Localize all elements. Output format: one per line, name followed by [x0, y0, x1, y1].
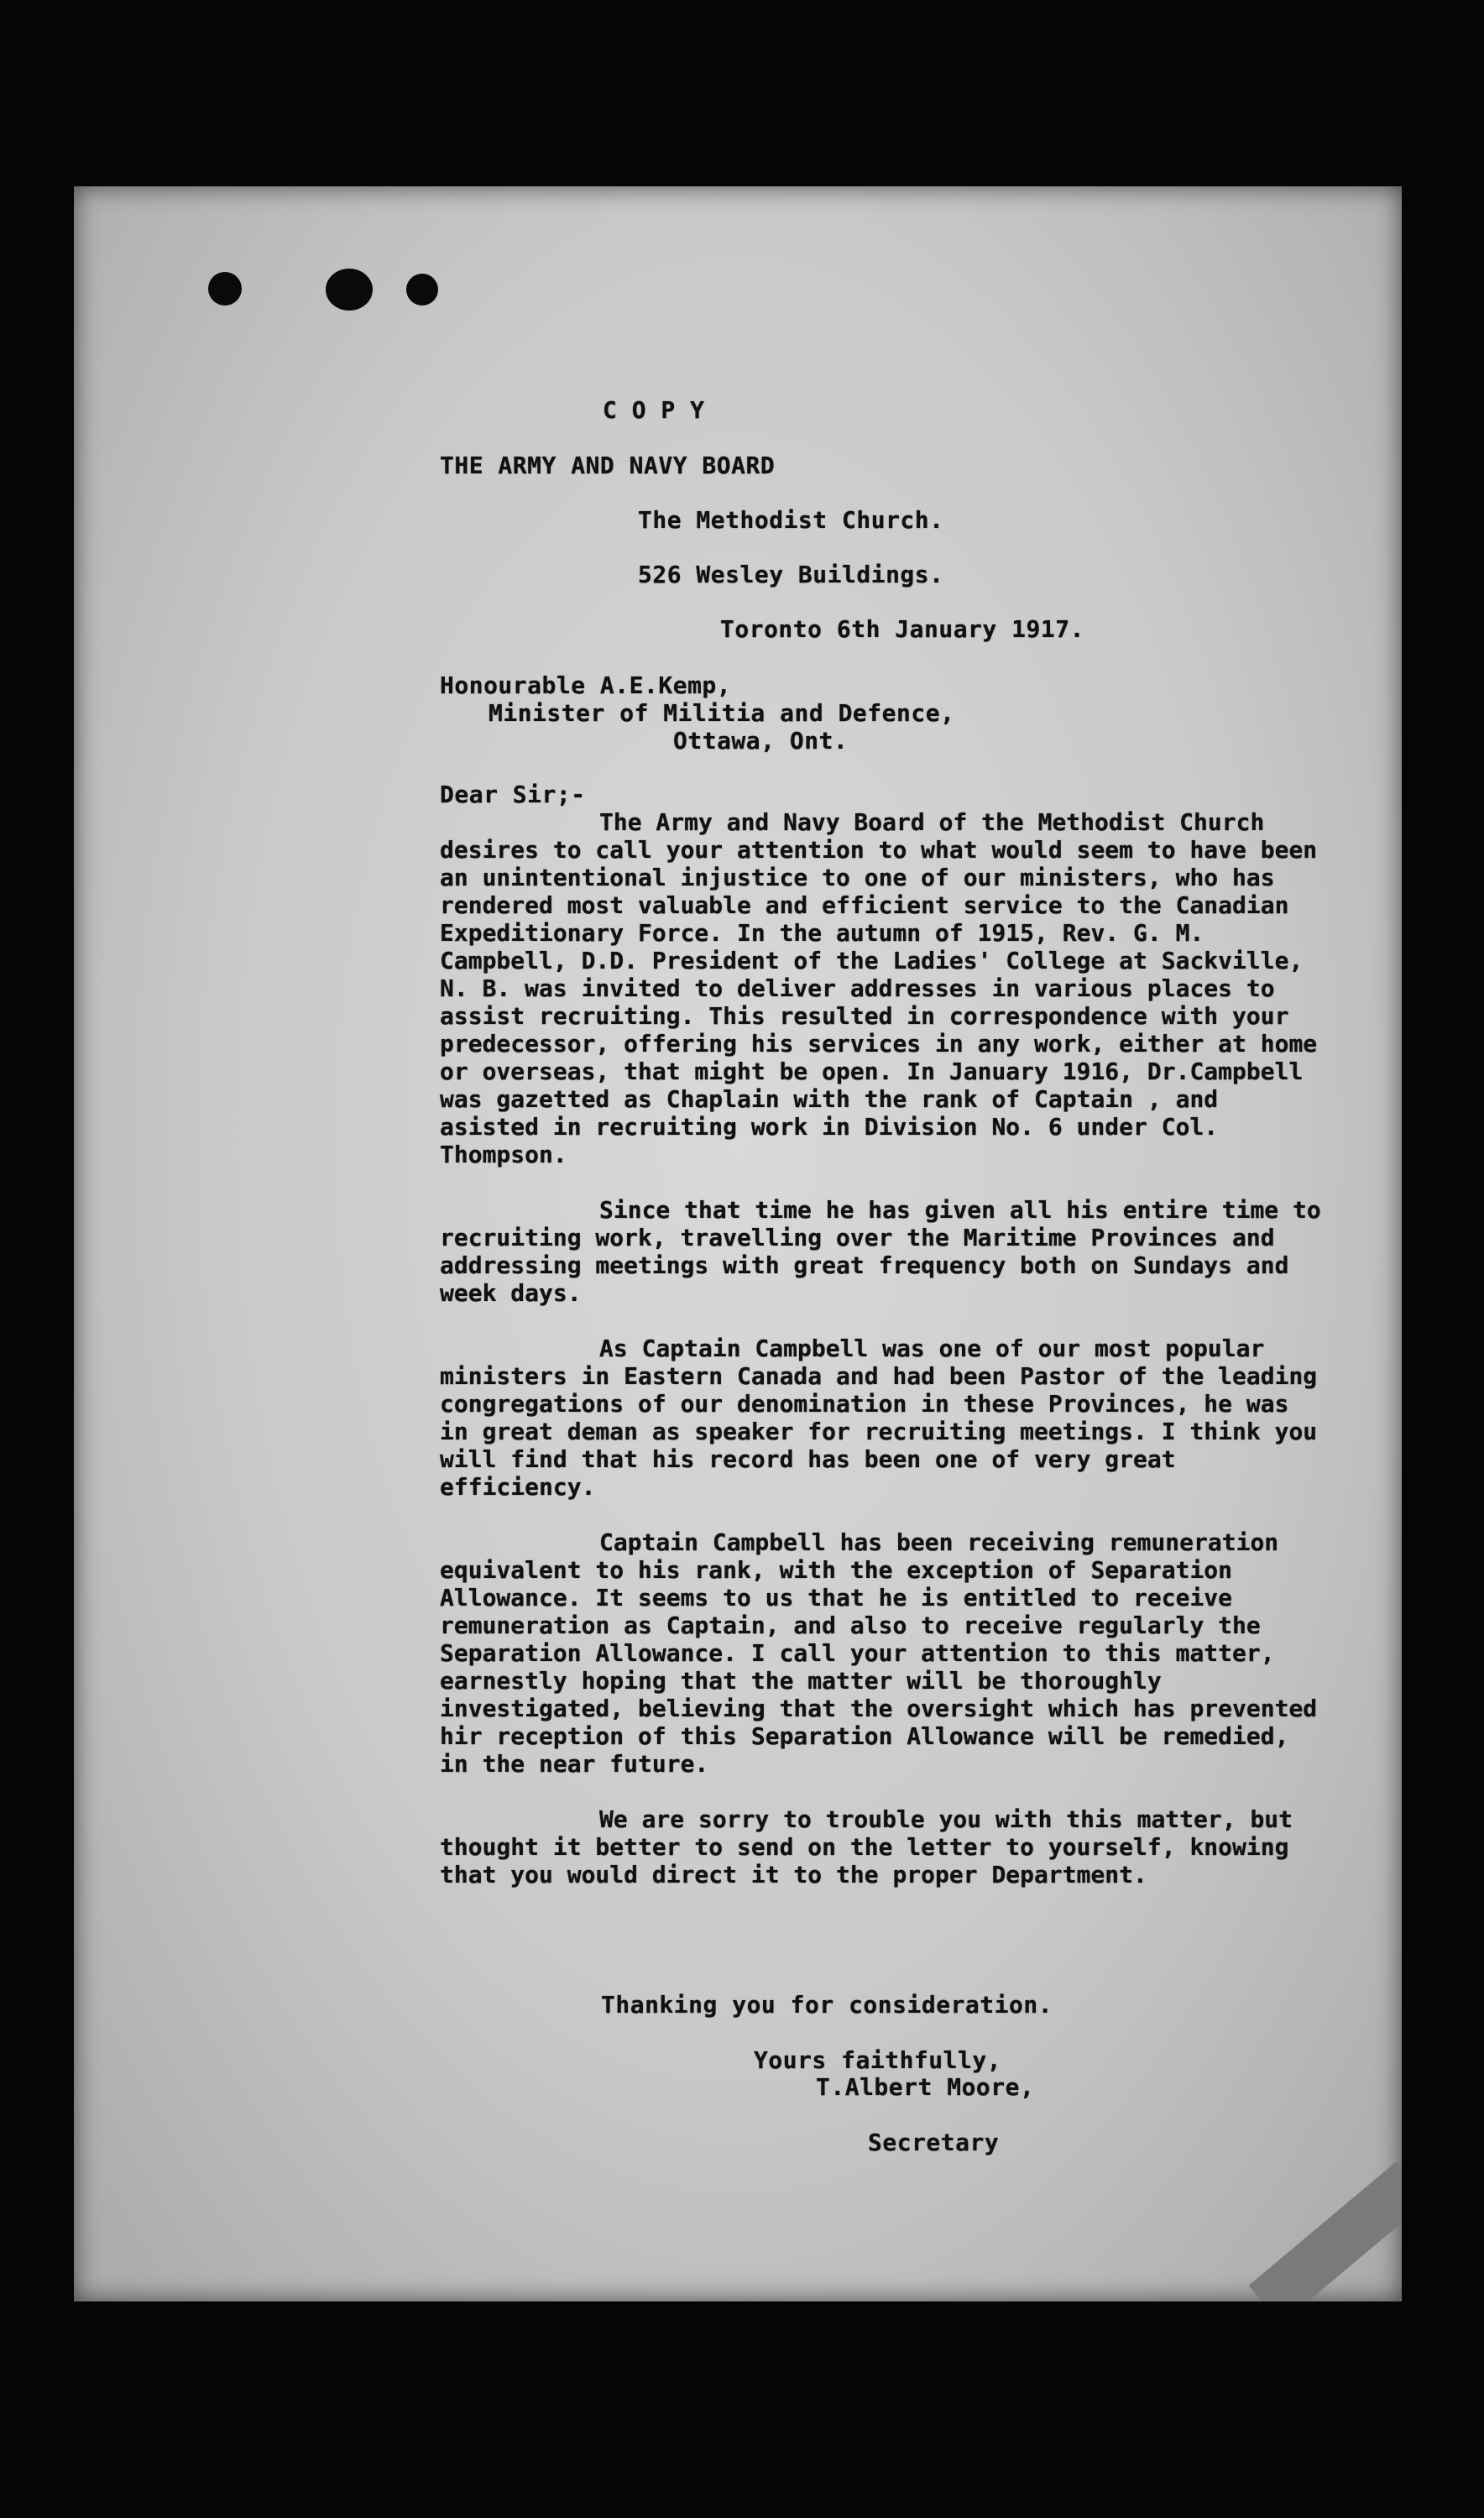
- copy-label: C O P Y: [603, 396, 705, 424]
- address-line: 526 Wesley Buildings.: [638, 561, 944, 588]
- torn-corner: [1249, 2161, 1402, 2301]
- recipient-title: Minister of Militia and Defence,: [489, 699, 955, 727]
- place-date: Toronto 6th January 1917.: [720, 615, 1084, 643]
- closing-line: Yours faithfully,: [754, 2046, 1002, 2074]
- thanks-line: Thanking you for consideration.: [601, 1991, 1053, 2019]
- punch-hole: [208, 272, 242, 306]
- body-paragraph: As Captain Campbell was one of our most popular ministers in Eastern Canada and had been Pastor of the leading congregations of our denomination in these Provinces, he was in great deman as speaker for recruiting meetings. I think you will find that his record has been one of very great efficiency.: [440, 1335, 1318, 1501]
- letter-body: [440, 808, 1330, 1916]
- body-paragraph: We are sorry to trouble you with this matter, but thought it better to send on the letter to yourself, knowing that you would direct it to the proper Department.: [440, 1805, 1293, 1888]
- recipient-name: Honourable A.E.Kemp,: [440, 671, 732, 699]
- body-paragraph: The Army and Navy Board of the Methodist Church desires to call your attention to what would seem to have been an unintentional injustice to one of our ministers, who has rendered most valuable and efficient service to the Canadian Expeditionary Force. In the autumn of 1915, Rev. G. M. Campbell, D.D. President of the Ladies' College at Sackville, N. B. was invited to deliver addresses in various places to assist recruiting. This resulted in correspondence with your predecessor, offering his services in any work, either at home or overseas, that might be open. In January 1916, Dr.Campbell was gazetted as Chaplain with the rank of Captain , and asisted in recruiting work in Division No. 6 under Col. Thompson.: [440, 808, 1318, 1168]
- signer-name: T.Albert Moore,: [816, 2073, 1035, 2101]
- punch-hole: [326, 269, 373, 311]
- signer-title: Secretary: [868, 2129, 1000, 2156]
- church-name: The Methodist Church.: [638, 506, 944, 534]
- punch-hole: [406, 274, 438, 306]
- body-paragraph: Captain Campbell has been receiving remuneration equivalent to his rank, with the exception of Separation Allowance. It seems to us that he is entitled to receive remuneration as Captain, and also to receive regularly the Separation Allowance. I call your attention to this matter, earnestly hoping that the matter will be thoroughly investigated, believing that the oversight which has prevented hir reception of this Separation Allowance will be remedied, in the near future.: [440, 1528, 1318, 1778]
- body-paragraph: Since that time he has given all his entire time to recruiting work, travelling over the Maritime Provinces and addressing meetings with great frequency both on Sundays and week days.: [440, 1196, 1321, 1307]
- recipient-city: Ottawa, Ont.: [673, 727, 849, 755]
- salutation: Dear Sir;-: [440, 781, 586, 808]
- organization-name: THE ARMY AND NAVY BOARD: [440, 452, 776, 479]
